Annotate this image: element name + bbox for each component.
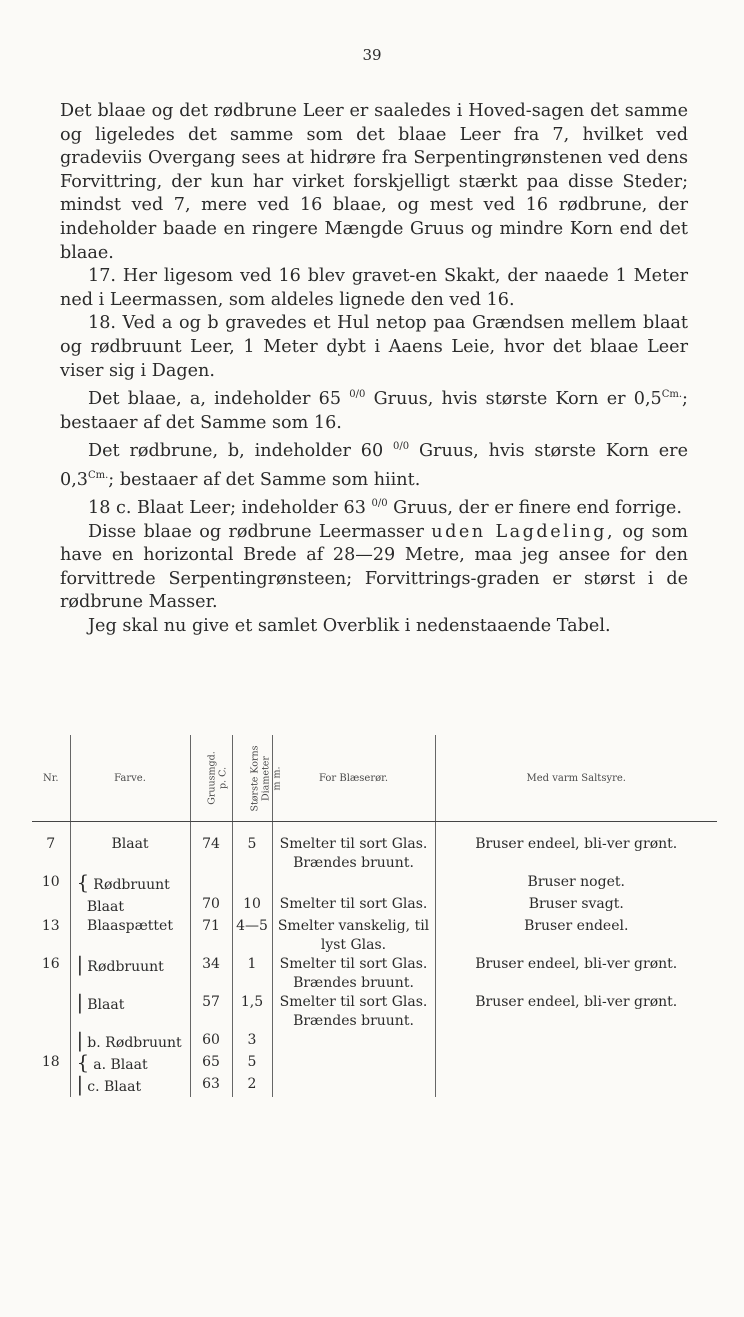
paragraph: Det rødbrune, b, indeholder 60 $^{0/0}$ Gruus, hvis største Korn ere $0,3^{Cm.}$; bestaaer af det Samme som hiint. <box>60 441 688 490</box>
header-farve: Farve. <box>70 735 190 822</box>
header-gruus: Gruusmgd. p. C. <box>190 735 232 822</box>
paragraph: 18. Ved a og b gravedes et Hul netop paa Grændsen mellem blaat og rødbruunt Leer, 1 Meter dybt i Aaens Leie, hvor det blaae Leer viser sig i Dagen. <box>60 313 688 381</box>
table-row: Blaat 70 10 Smelter til sort Glas. Bruser svagt. <box>32 895 717 917</box>
table-row: | c. Blaat 63 2 <box>32 1075 717 1097</box>
table-row: 13 Blaaspættet 71 4—5 Smelter vanskelig, til lyst Glas. Bruser endeel. <box>32 917 717 955</box>
table-row: | b. Rødbruunt 60 3 <box>32 1031 717 1053</box>
page-number: 39 <box>362 46 382 64</box>
body-text <box>60 100 688 639</box>
header-blaeser: For Blæserør. <box>272 735 435 822</box>
paragraph: Disse blaae og rødbrune Leermasser uden Lagdeling, og som have en horizontal Brede af 28—29 Metre, maa jeg ansee for den forvittrede Serpentingrønsteen; Forvittrings-graden er størst i de rødbrune Masser. <box>60 521 688 613</box>
paragraph: 18 c. Blaat Leer; indeholder 63 $^{0/0}$ Gruus, der er finere end forrige. <box>88 497 682 518</box>
header-korn: Største Korns Diameter m m. <box>232 735 272 822</box>
paragraph: Det blaae og det rødbrune Leer er saaledes i Hoved-sagen det samme og ligeledes det samme som det blaae Leer fra 7, hvilket ved gradeviis Overgang sees at hidrøre fra Serpentingrønstenen ved dens Forvittring, der kun har virket forskjelligt stærkt paa disse Steder; mindst ved 7, mere ved 16 blaae, og mest ved 16 rødbrune, der indeholder baade en ringere Mængde Gruus og mindre Korn end det blaae. <box>60 101 688 263</box>
table-row: 7 Blaat 74 5 Smelter til sort Glas. Brændes bruunt. Bruser endeel, bli-ver grønt. <box>32 835 717 873</box>
header-nr: Nr. <box>32 735 70 822</box>
header-syre: Med varm Saltsyre. <box>435 735 717 822</box>
table-row: 18 { a. Blaat 65 5 <box>32 1053 717 1075</box>
paragraph: Jeg skal nu give et samlet Overblik i nedenstaaende Tabel. <box>88 615 611 636</box>
paragraph: Det blaae, a, indeholder 65 $^{0/0}$ Gruus, hvis største Korn er $0,5^{Cm.}$; bestaaer af det Samme som 16. <box>60 388 688 433</box>
overview-table <box>32 735 717 1097</box>
table-row: | Blaat 57 1,5 Smelter til sort Glas. Brændes bruunt. Bruser endeel, bli-ver grønt. <box>32 993 717 1031</box>
table-row: 16 | Rødbruunt 34 1 Smelter til sort Glas. Brændes bruunt. Bruser endeel, bli-ver grønt. <box>32 955 717 993</box>
table-row: 10 { Rødbruunt Bruser noget. <box>32 873 717 895</box>
paragraph: 17. Her ligesom ved 16 blev gravet-en Skakt, der naaede 1 Meter ned i Leermassen, som aldeles lignede den ved 16. <box>60 266 688 310</box>
